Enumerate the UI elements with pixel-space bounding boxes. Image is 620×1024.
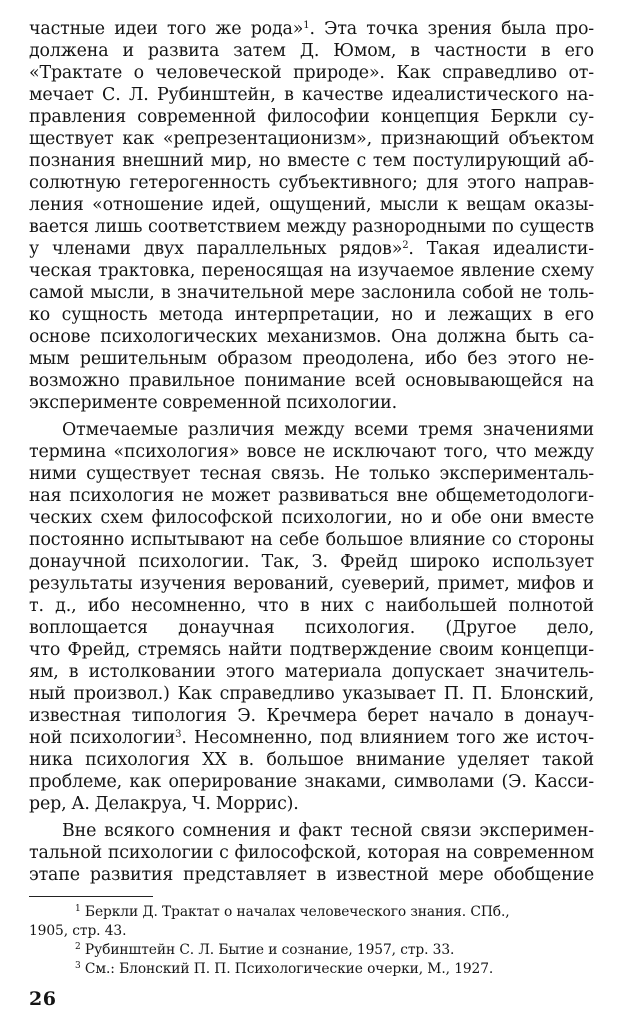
body-text: ной психологии xyxy=(29,728,176,748)
body-line xyxy=(29,106,594,128)
page-body xyxy=(29,18,594,979)
body-line xyxy=(29,683,594,705)
body-line xyxy=(29,194,594,216)
body-line xyxy=(29,40,594,62)
body-text: солютную гетерогенность субъективного; для этого направ- xyxy=(29,173,594,193)
page-number: 26 xyxy=(29,988,57,1010)
footnote-marker: 2 xyxy=(75,942,81,952)
footnote-text: Беркли Д. Трактат о началах человеческого знания. СПб., xyxy=(80,904,510,920)
body-line xyxy=(29,771,594,793)
footnote-divider xyxy=(29,896,153,897)
body-line xyxy=(29,595,594,617)
body-text: правления современной философии концепция Беркли су- xyxy=(29,107,594,127)
body-line xyxy=(29,463,594,485)
body-text: ними существует тесная связь. Не только эксперименталь- xyxy=(29,464,594,484)
body-line xyxy=(29,617,594,639)
body-text: тальной психологии с философской, которая на современном xyxy=(29,843,594,863)
body-text: ществует как «репрезентационизм», признающий объектом xyxy=(29,129,594,149)
body-line xyxy=(29,348,594,370)
body-text: воплощается донаучная психология. (Другое дело, xyxy=(29,618,594,638)
body-line xyxy=(29,326,594,348)
body-text: Отмечаемые различия между всеми тремя значениями xyxy=(62,420,594,440)
footnote-reference: 3 xyxy=(175,729,182,740)
body-line xyxy=(29,260,594,282)
body-text: ческих схем философской психологии, но и обе они вместе xyxy=(29,508,594,528)
body-line xyxy=(29,304,594,326)
body-line xyxy=(29,842,594,864)
body-text: термина «психология» вовсе не исключают того, что между xyxy=(29,442,594,462)
body-line xyxy=(29,864,594,886)
body-line xyxy=(29,62,594,84)
body-line xyxy=(29,639,594,661)
body-text: ям, в истолковании этого материала допускает значитель- xyxy=(29,662,594,682)
body-text: ко сущность метода интерпретации, но и лежащих в его xyxy=(29,305,594,325)
body-line xyxy=(29,485,594,507)
body-line xyxy=(29,573,594,595)
footnote-marker: 3 xyxy=(75,961,81,971)
footnote-reference: 2 xyxy=(402,240,409,251)
body-line xyxy=(29,727,594,749)
body-text: мечает С. Л. Рубинштейн, в качестве идеалистического на- xyxy=(29,85,594,105)
body-text xyxy=(29,18,594,886)
body-text: донаучной психологии. Так, З. Фрейд широко использует xyxy=(29,552,594,572)
body-line xyxy=(29,441,594,463)
footnote-line xyxy=(29,941,594,960)
body-text: у членами двух параллельных рядов» xyxy=(29,239,403,259)
body-line xyxy=(29,370,594,392)
body-line xyxy=(29,749,594,771)
body-text: возможно правильное понимание всей основывающейся на xyxy=(29,371,594,391)
body-line xyxy=(29,419,594,441)
footnote-text: 1905, стр. 43. xyxy=(29,923,127,939)
body-line xyxy=(29,529,594,551)
body-text: . Эта точка зрения была про- xyxy=(309,19,595,39)
body-line xyxy=(29,18,594,40)
body-line xyxy=(29,551,594,573)
body-text: должена и развита затем Д. Юмом, в частности в его xyxy=(29,41,594,61)
body-line xyxy=(29,507,594,529)
body-text: частные идеи того же рода» xyxy=(29,19,304,39)
footnote-line xyxy=(29,903,594,922)
body-line xyxy=(29,172,594,194)
footnote-reference: 1 xyxy=(303,20,310,31)
body-text: самой мысли, в значительной мере заслонила собой не толь- xyxy=(29,283,594,303)
body-text: проблеме, как оперирование знаками, символами (Э. Касси- xyxy=(29,772,594,792)
body-text: ника психология XX в. большое внимание уделяет такой xyxy=(29,750,594,770)
body-line xyxy=(29,216,594,238)
body-text: т. д., ибо несомненно, что в них с наибольшей полнотой xyxy=(29,596,594,616)
body-text: . Такая идеалисти- xyxy=(408,239,594,259)
body-text: вается лишь соответствием между разнородными по существ xyxy=(29,217,594,237)
body-text: постоянно испытывают на себе большое влияние со стороны xyxy=(29,530,594,550)
body-line xyxy=(29,392,594,414)
body-text: результаты изучения верований, суеверий, примет, мифов и xyxy=(29,574,594,594)
body-line xyxy=(29,84,594,106)
footnote-text: См.: Блонский П. П. Психологические очерки, М., 1927. xyxy=(80,961,494,977)
body-text: основе психологических механизмов. Она должна быть са- xyxy=(29,327,594,347)
body-text: что Фрейд, стремясь найти подтверждение своим концепци- xyxy=(29,640,594,660)
body-line xyxy=(29,282,594,304)
footnote-line xyxy=(29,960,594,979)
body-text: рер, А. Делакруа, Ч. Моррис). xyxy=(29,794,299,814)
body-text: ческая трактовка, переносящая на изучаемое явление схему xyxy=(29,261,594,281)
body-text: этапе развития представляет в известной мере обобщение xyxy=(29,865,594,885)
footnote-text: Рубинштейн С. Л. Бытие и сознание, 1957, стр. 33. xyxy=(80,942,455,958)
body-line xyxy=(29,661,594,683)
body-line xyxy=(29,150,594,172)
body-line xyxy=(29,820,594,842)
body-text: известная типология Э. Кречмера берет начало в донауч- xyxy=(29,706,594,726)
body-text: познания внешний мир, но вместе с тем постулирующий аб- xyxy=(29,151,594,171)
body-text: ный произвол.) Как справедливо указывает П. П. Блонский, xyxy=(29,684,594,704)
body-text: . Несомненно, под влиянием того же источ- xyxy=(181,728,595,748)
body-line xyxy=(29,128,594,150)
body-line xyxy=(29,705,594,727)
body-text: «Трактате о человеческой природе». Как справедливо от- xyxy=(29,63,594,83)
body-text: мым решительным образом преодолена, ибо без этого не- xyxy=(29,349,594,369)
body-text: ления «отношение идей, ощущений, мысли к вещам оказы- xyxy=(29,195,594,215)
footnote-marker: 1 xyxy=(75,904,81,914)
body-line xyxy=(29,238,594,260)
body-text: Вне всякого сомнения и факт тесной связи эксперимен- xyxy=(62,821,594,841)
body-text: ная психология не может развиваться вне общеметодологи- xyxy=(29,486,594,506)
footnotes xyxy=(29,903,594,979)
body-line xyxy=(29,793,594,815)
footnote-line xyxy=(29,922,594,941)
body-text: эксперименте современной психологии. xyxy=(29,393,397,413)
